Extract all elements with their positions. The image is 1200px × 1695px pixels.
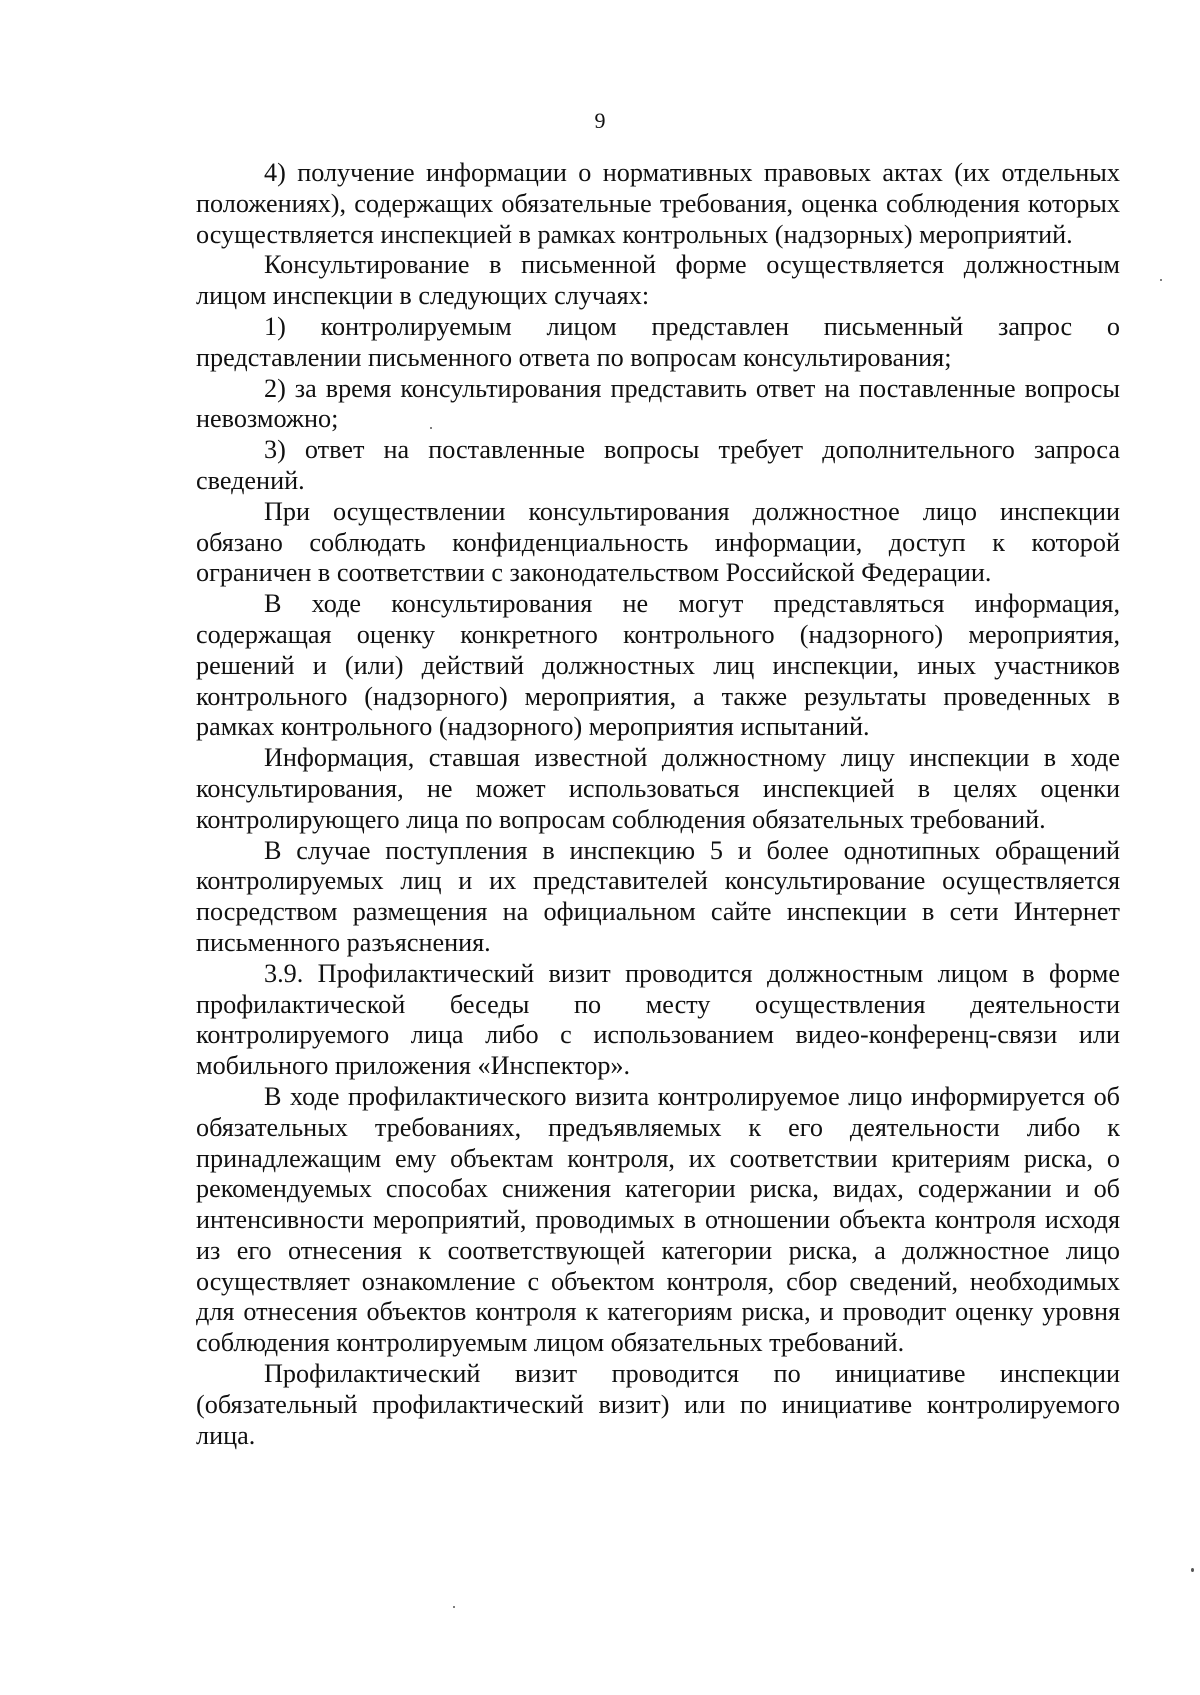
paragraph-section-3-9: 3.9. Профилактический визит проводится должностным лицом в форме профилактической беседы по месту осуществления деятельности контролируемого лица либо с использованием видео-конференц-связи или мобильного приложения «Инспектор».	[196, 958, 1120, 1081]
scan-speck	[1191, 1568, 1194, 1572]
paragraph-item-4: 4) получение информации о нормативных правовых актах (их отдельных положениях), содержащих обязательные требования, оценка соблюдения которых осуществляется инспекцией в рамках контрольных (надзорных) мероприятий.	[196, 158, 1120, 249]
scan-speck	[453, 1606, 455, 1608]
paragraph-information-use: Информация, ставшая известной должностному лицу инспекции в ходе консультирования, не может использоваться инспекцией в целях оценки контролирующего лица по вопросам соблюдения обязательных требований.	[196, 743, 1120, 834]
paragraph-similar-requests: В случае поступления в инспекцию 5 и более однотипных обращений контролируемых лиц и их представителей консультирование осуществляется посредством размещения на официальном сайте инспекции в сети Интернет письменного разъяснения.	[196, 835, 1120, 957]
paragraph-visit-initiative: Профилактический визит проводится по инициативе инспекции (обязательный профилактический визит) или по инициативе контролируемого лица.	[196, 1359, 1120, 1450]
scan-speck	[430, 427, 432, 429]
paragraph-written-consultation: Консультирование в письменной форме осуществляется должностным лицом инспекции в следующих случаях:	[196, 250, 1120, 311]
scan-speck	[1160, 279, 1162, 281]
document-body	[196, 158, 1120, 1451]
paragraph-case-1: 1) контролируемым лицом представлен письменный запрос о представлении письменного ответа по вопросам консультирования;	[196, 311, 1120, 372]
paragraph-case-3: 3) ответ на поставленные вопросы требует дополнительного запроса сведений.	[196, 435, 1120, 495]
paragraph-confidentiality: При осуществлении консультирования должностное лицо инспекции обязано соблюдать конфиденциальность информации, доступ к которой ограничен в соответствии с законодательством Российской Федерации.	[196, 496, 1120, 588]
paragraph-restrictions: В ходе консультирования не могут представляться информация, содержащая оценку конкретного контрольного (надзорного) мероприятия, решений и (или) действий должностных лиц инспекции, иных участников контрольного (надзорного) мероприятия, а также результаты проведенных в рамках контрольного (надзорного) мероприятия испытаний.	[196, 589, 1120, 742]
paragraph-case-2: 2) за время консультирования представить ответ на поставленные вопросы невозможно;	[196, 373, 1120, 434]
paragraph-visit-content: В ходе профилактического визита контролируемое лицо информируется об обязательных требованиях, предъявляемых к его деятельности либо к принадлежащим ему объектам контроля, их соответствии критериям риска, о рекомендуемых способах снижения категории риска, видах, содержании и об интенсивности мероприятий, проводимых в отношении объекта контроля исходя из его отнесения к соответствующей категории риска, а должностное лицо осуществляет ознакомление с объектом контроля, сбор сведений, необходимых для отнесения объектов контроля к категориям риска, и проводит оценку уровня соблюдения контролируемым лицом обязательных требований.	[196, 1081, 1120, 1358]
page-number: 9	[594, 108, 606, 133]
